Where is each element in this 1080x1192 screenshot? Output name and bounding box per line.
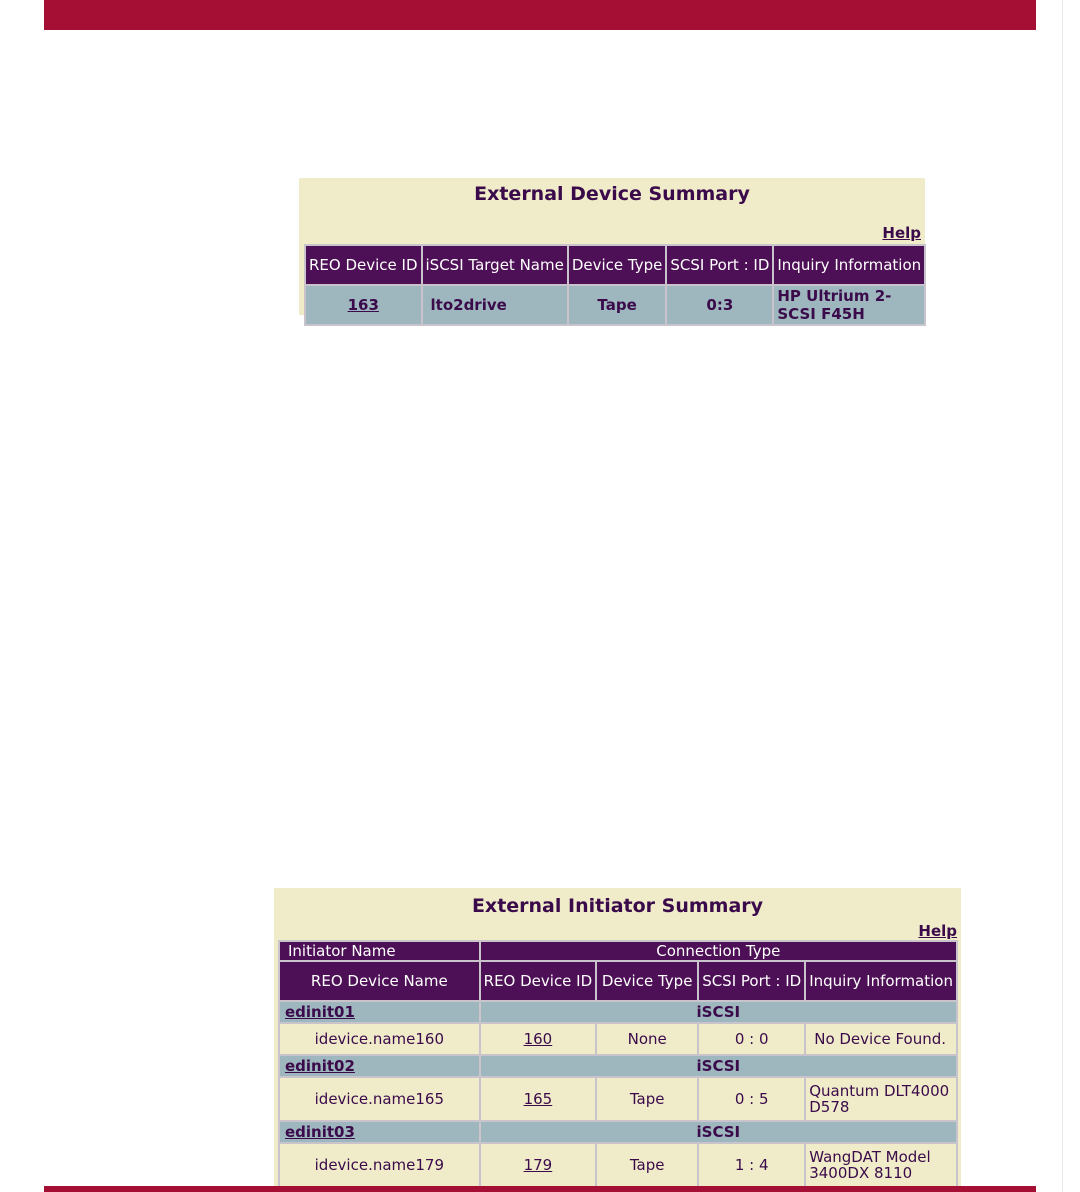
col-header-iscsi-target-name: iSCSI Target Name [423,246,567,284]
cell-inquiry: HP Ultrium 2-SCSI F45H [774,286,924,324]
device-id-link-163[interactable]: 163 [347,296,379,314]
device-row [280,1024,956,1054]
col-header-scsi-port-id: SCSI Port : ID [699,962,804,1000]
cell-device-type: Tape [597,1144,697,1186]
cell-device-name: idevice.name179 [280,1144,479,1186]
external-device-help-link[interactable]: Help [882,224,921,242]
device-row [280,1144,956,1186]
external-initiator-table [278,940,958,1188]
col-header-connection-type: Connection Type [481,942,956,960]
table-row [306,286,924,324]
initiator-link-edinit01[interactable]: edinit01 [285,1003,355,1021]
cell-device-id [481,1078,596,1120]
col-header-reo-device-id: REO Device ID [481,962,596,1000]
col-header-reo-device-name: REO Device Name [280,962,479,1000]
col-header-reo-device-id: REO Device ID [306,246,421,284]
col-header-initiator-name: Initiator Name [280,942,479,960]
initiator-link-edinit03[interactable]: edinit03 [285,1123,355,1141]
external-device-summary-panel [299,178,925,323]
device-id-link-179[interactable]: 179 [523,1156,553,1174]
device-row [280,1078,956,1120]
cell-device-id [481,1024,596,1054]
external-device-summary-title: External Device Summary [474,183,750,205]
page-edge-line [1062,0,1063,1192]
cell-initiator-name [280,1122,479,1142]
cell-reo-device-id [306,286,421,324]
cell-initiator-name [280,1056,479,1076]
col-header-device-type: Device Type [569,246,666,284]
cell-inquiry: WangDAT Model 3400DX 8110 [806,1144,956,1186]
table-header-row-top [280,942,956,960]
cell-inquiry: No Device Found. [806,1024,956,1054]
device-id-link-165[interactable]: 165 [523,1090,553,1108]
external-initiator-summary-title: External Initiator Summary [471,895,764,917]
table-header-row [306,246,924,284]
cell-target-name: lto2drive [423,286,567,324]
table-header-row-sub [280,962,956,1000]
cell-device-type: Tape [597,1078,697,1120]
cell-initiator-name [280,1002,479,1022]
col-header-inquiry-information: Inquiry Information [806,962,956,1000]
cell-connection-type: iSCSI [481,1122,956,1142]
initiator-group-row [280,1056,956,1076]
col-header-device-type: Device Type [597,962,697,1000]
cell-scsi-port-id: 0 : 5 [699,1078,804,1120]
initiator-link-edinit02[interactable]: edinit02 [285,1057,355,1075]
cell-device-name: idevice.name160 [280,1024,479,1054]
col-header-inquiry-information: Inquiry Information [774,246,924,284]
external-initiator-summary-panel [274,888,961,1188]
cell-device-name: idevice.name165 [280,1078,479,1120]
initiator-group-row [280,1002,956,1022]
cell-device-type: Tape [569,286,666,324]
device-id-link-160[interactable]: 160 [523,1030,553,1048]
external-initiator-help-link[interactable]: Help [918,922,957,940]
external-device-table [304,244,926,326]
cell-scsi-port-id: 0 : 0 [699,1024,804,1054]
bottom-brand-bar [44,1186,1036,1192]
top-brand-bar [44,0,1036,30]
col-header-scsi-port-id: SCSI Port : ID [667,246,772,284]
cell-device-id [481,1144,596,1186]
cell-inquiry: Quantum DLT4000 D578 [806,1078,956,1120]
cell-scsi-port-id: 0:3 [667,286,772,324]
cell-device-type: None [597,1024,697,1054]
initiator-group-row [280,1122,956,1142]
cell-connection-type: iSCSI [481,1056,956,1076]
cell-connection-type: iSCSI [481,1002,956,1022]
cell-scsi-port-id: 1 : 4 [699,1144,804,1186]
